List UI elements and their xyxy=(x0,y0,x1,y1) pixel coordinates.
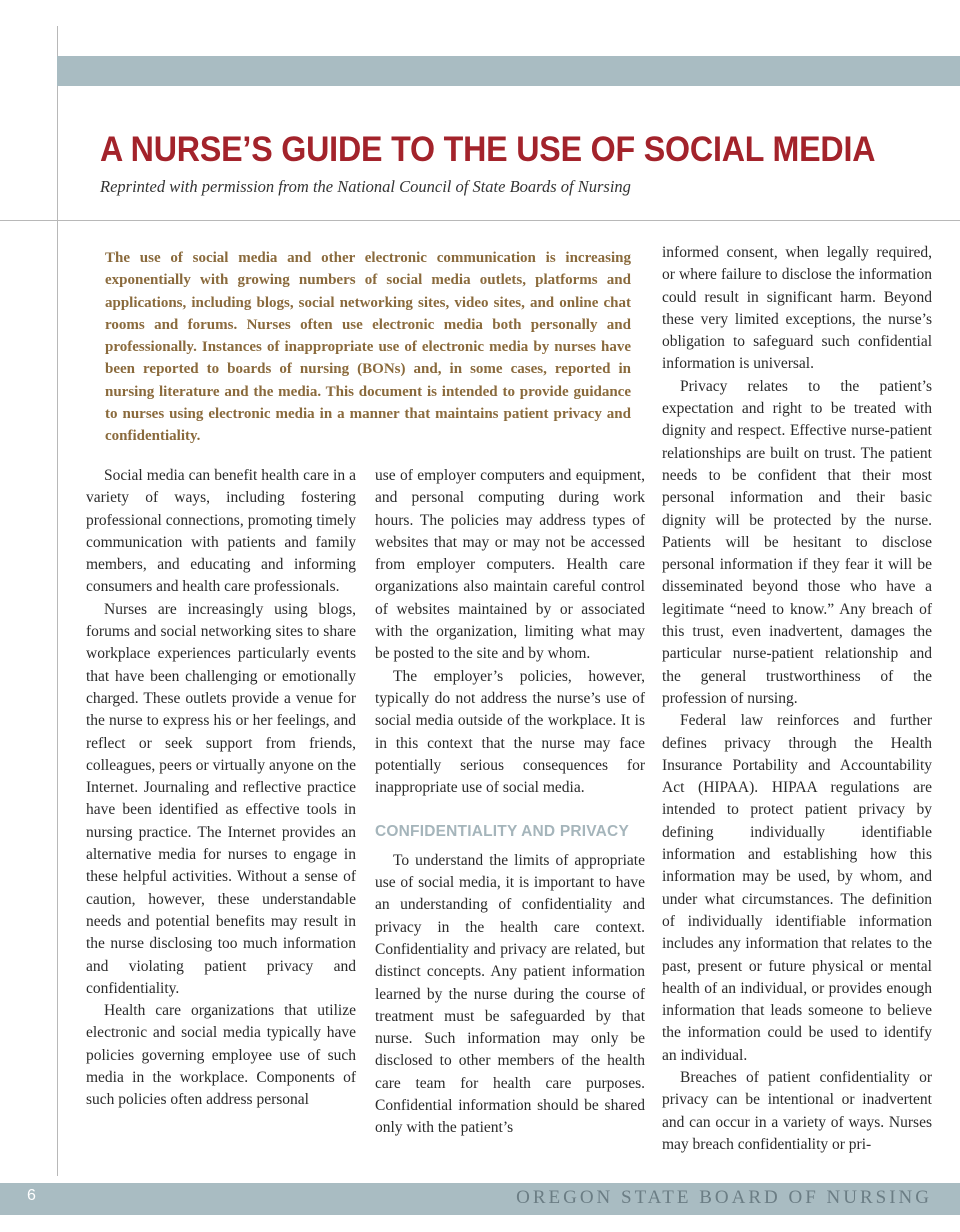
paragraph: informed consent, when legally required, or where failure to disclose the information could result in significant harm. Beyond these very limited exceptions, the nurse’s obligation to safeguard such confidential information is universal. xyxy=(662,244,932,373)
footer-band xyxy=(0,1183,960,1215)
page-number: 6 xyxy=(27,1187,36,1204)
footer-organization: OREGON STATE BOARD OF NURSING xyxy=(516,1187,932,1208)
intro-paragraph: The use of social media and other electronic communication is increasing exponentially with growing numbers of social media outlets, platforms and applications, including blogs, social networking sites, video sites, and online chat rooms and forums. Nurses often use electronic media both personally and professionally. Instances of inappropriate use of electronic media by nurses have been reported to boards of nursing (BONs) and, in some cases, reported in nursing literature and the media. This document is intended to provide guidance to nurses using electronic media in a manner that maintains patient privacy and confidentiality. xyxy=(105,250,631,445)
paragraph: Federal law reinforces and further defines privacy through the Health Insurance Portability and Accountability Act (HIPAA). HIPAA regulations are intended to protect patient privacy by defining individually identifiable information and establishing how this information may be used, by whom, and under what circumstances. The definition of individually identifiable information includes any information that relates to the past, present or future physical or mental health of an individual, or provides enough information that leads someone to believe the information could be used to identify an individual. xyxy=(662,712,932,1064)
column-2 xyxy=(375,465,645,1140)
left-margin-rule xyxy=(57,26,58,1176)
paragraph: Breaches of patient confidentiality or privacy can be intentional or inadvertent and can occur in a variety of ways. Nurses may breach confidentiality or pri- xyxy=(662,1068,932,1153)
paragraph: Privacy relates to the patient’s expectation and right to be treated with dignity and respect. Effective nurse-patient relationships are built on trust. The patient needs to be confident that their most personal information and their basic dignity will be protected by the nurse. Patients will be hesitant to disclose personal information if they fear it will be disseminated beyond those who have a legitimate “need to know.” Any breach of this trust, even inadvertent, damages the particular nurse-patient relationship and the general trustworthiness of the profession of nursing. xyxy=(662,377,932,707)
page-subtitle: Reprinted with permission from the National Council of State Boards of Nursing xyxy=(100,177,631,196)
paragraph: The employer’s policies, however, typically do not address the nurse’s use of social media outside of the workplace. It is in this context that the nurse may face potentially serious consequences for inappropriate use of social media. xyxy=(375,667,645,797)
section-heading: CONFIDENTIALITY AND PRIVACY xyxy=(375,823,629,841)
paragraph: Social media can benefit health care in a variety of ways, including fostering professional connections, promoting timely communication with patients and family members, and educating and informing consumers and health care professionals. xyxy=(86,467,356,596)
header-divider xyxy=(0,220,960,221)
paragraph: use of employer computers and equipment, and personal computing during work hours. The policies may address types of websites that may or may not be accessed from employer computers. Health care organizations also maintain careful control of websites maintained by or associated with the organization, limiting what may be posted to the site and by whom. xyxy=(375,467,645,663)
paragraph: Nurses are increasingly using blogs, forums and social networking sites to share workplace experiences particularly events that have been challenging or emotionally charged. These outlets provide a venue for the nurse to express his or her feelings, and reflect or seek support from friends, colleagues, peers or virtually anyone on the Internet. Journaling and reflective practice have been identified as effective tools in nursing practice. The Internet provides an alternative media for nurses to engage in these helpful activities. Without a sense of caution, however, these understandable needs and potential benefits may result in the nurse disclosing too much information and violating patient privacy and confidentiality. xyxy=(86,600,356,997)
column-1 xyxy=(86,465,356,1112)
paragraph: To understand the limits of appropriate use of social media, it is important to have an understanding of confidentiality and privacy in the health care context. Confidentiality and privacy are related, but distinct concepts. Any patient information learned by the nurse during the course of treatment must be safeguarded by that nurse. Such information may only be disclosed to other members of the health care team for health care purposes. Confidential information should be shared only with the patient’s xyxy=(375,851,645,1137)
column-3 xyxy=(662,242,932,1156)
paragraph: Health care organizations that utilize electronic and social media typically have policies governing employee use of such media in the workplace. Components of such policies often address personal xyxy=(86,1002,356,1109)
page-title: A NURSE’S GUIDE TO THE USE OF SOCIAL MEDIA xyxy=(100,130,876,169)
header-band xyxy=(57,56,960,86)
